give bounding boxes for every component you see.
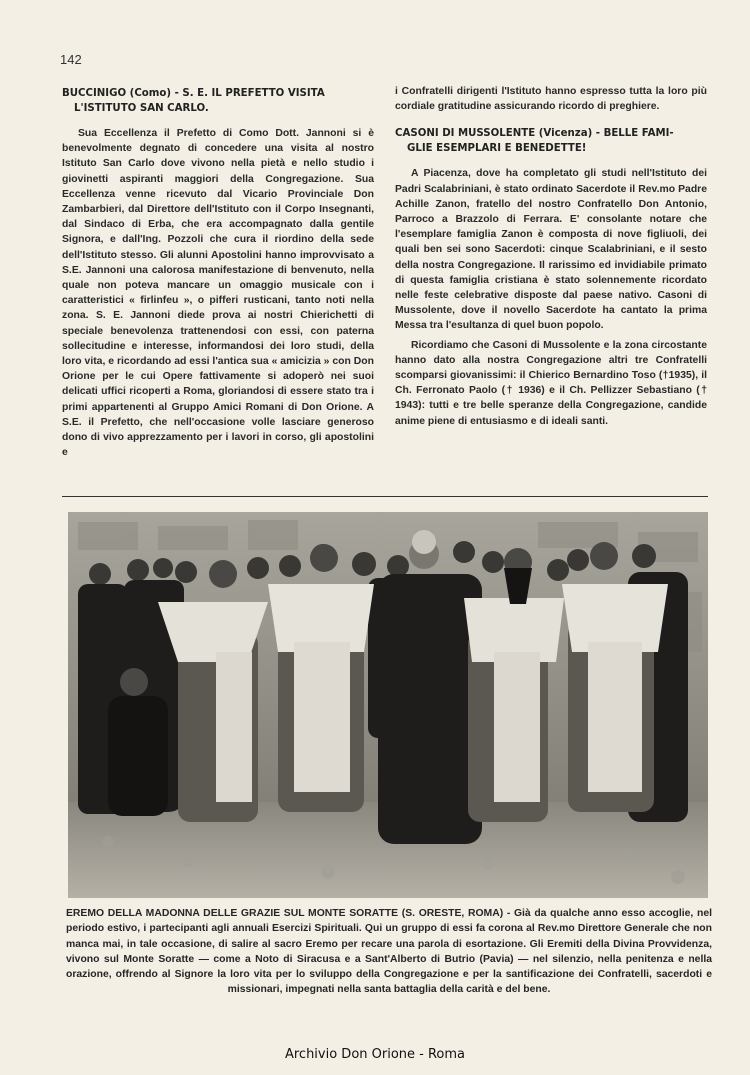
article-left-column [62,86,374,464]
article1-body-continued: i Confratelli dirigenti l'Istituto hanno espresso tutta la loro più cordiale gratitudine assicurando ricordo di preghiere. [395,86,707,113]
article2-paragraph-1: A Piacenza, dove ha completato gli studi nell'Istituto dei Padri Scalabriniani, è stato ordinato Sacerdote il Rev.mo Padre Achille Zanon, fratello del nostro Confratello Don Antonio, Parroco a Brazzolo di Ferrara. E' consolante notare che l'esemplare famiglia Zanon è composta di nove figliuoli, dei quali ben sei sono Sacerdoti: cinque Scalabriniani, e il sesto della nostra Congregazione. Il rarissimo ed invidiabile primato di questa famiglia cristiana è stato solennemente ricordato nelle feste celebrative disposte dal paese nativo. Casoni di Mussolente, dove il novello Sacerdote ha cantato la prima Messa tra l'esultanza di quel buon popolo. [395,168,707,332]
photo-caption [66,906,712,998]
article2-headline [395,126,707,156]
page-number: 142 [60,52,82,67]
caption-text: Già da qualche anno esso accoglie, nel periodo estivo, i partecipanti agli annuali Esercizi Spirituali. Qui un gruppo di essi fa corona al Rev.mo Direttore Generale che non manca mai, in tale occasione, di salire al sacro Eremo per recare una parola di esortazione. Gli Eremiti della Divina Provvidenza, vivono sul Monte Soratte — come a Noto di Siracusa e a Sant'Alberto di Butrio (Pavia) — nel silenzio, nella penitenza e nella orazione, offrendo al Signore la loro vita per lo sviluppo della Congregazione e per la santificazione dei Confratelli, sacerdoti e missionari, impegnati nella santa battaglia della carità e del bene. [66,908,712,996]
group-photo [68,512,708,898]
group-photo-illustration [68,512,708,898]
article1-title-part1: S. E. IL PREFETTO VISITA [182,88,325,99]
article1-headline [62,86,374,116]
article2-title-part1: BELLE FAMI- [603,128,674,140]
article2-place: CASONI DI MUSSOLENTE (Vicenza) - [395,128,601,140]
article2-paragraph-2: Ricordiamo che Casoni di Mussolente e la zona circostante hanno dato alla nostra Congregazione altri tre Confratelli scomparsi giovanissimi: il Chierico Bernardino Toso (†1935), il Ch. Ferronato Paolo († 1936) e il Ch. Pellizzer Sebastiano († 1943): tutti e tre belle speranze della Congregazione, candide anime piene di entusiasmo e di ideali santi. [395,339,707,427]
archive-footer: Archivio Don Orione - Roma [284,1047,466,1062]
article1-body: Sua Eccellenza il Prefetto di Como Dott. Jannoni si è benevolmente degnato di concedere una visita al nostro Istituto San Carlo dove vivono nella pietà e nello studio i giovinetti aspiranti maggiori della Congregazione. Sua Eccellenza venne ricevuto dal Vicario Provinciale Don Zambarbieri, dal Direttore dell'Istituto con il Corpo Insegnanti, dal Sindaco di Erba, che era accompagnato dalla gentile Signora, e dall'Ing. Pozzoli che cura il riordino della sede dell'Istituto stesso. Gli alunni Apostolini hanno improvvisato a S.E. Jannoni una calorosa manifestazione di benvenuto, nella quale non poteva mancare un omaggio musicale con i caratteristici « firlinfeu », o pifferi rusticani, tanto noti nella zona. S. E. Jannoni diede prova ai nostri Chierichetti di speciale benevolenza trattenendosi con essi, con paterna sollecitudine e interesse, informandosi dei loro studi, della loro vita, e ricordando ad essi l'antica sua « amicizia » con Don Orione per le cui Opere fattivamente si adoperò nei suoi delicati uffici ricoperti a Roma, gloriandosi di essere stato tra i primi appartenenti al Gruppo Amici Romani di Don Orione. A S.E. il Prefetto, che nell'occasione volle lasciare generoso dono di vivo apprezzamento per i lavori in corso, gli apostolini e [62,128,374,459]
section-divider [62,496,708,497]
article1-place: BUCCINIGO (Como) - [62,88,179,99]
article-right-column [395,84,707,433]
article2-title-part2: GLIE ESEMPLARI E BENEDETTE! [407,143,587,155]
article1-title-part2: L'ISTITUTO SAN CARLO. [74,103,209,114]
caption-lead: EREMO DELLA MADONNA DELLE GRAZIE SUL MONTE SORATTE (S. ORESTE, ROMA) - [66,908,511,919]
